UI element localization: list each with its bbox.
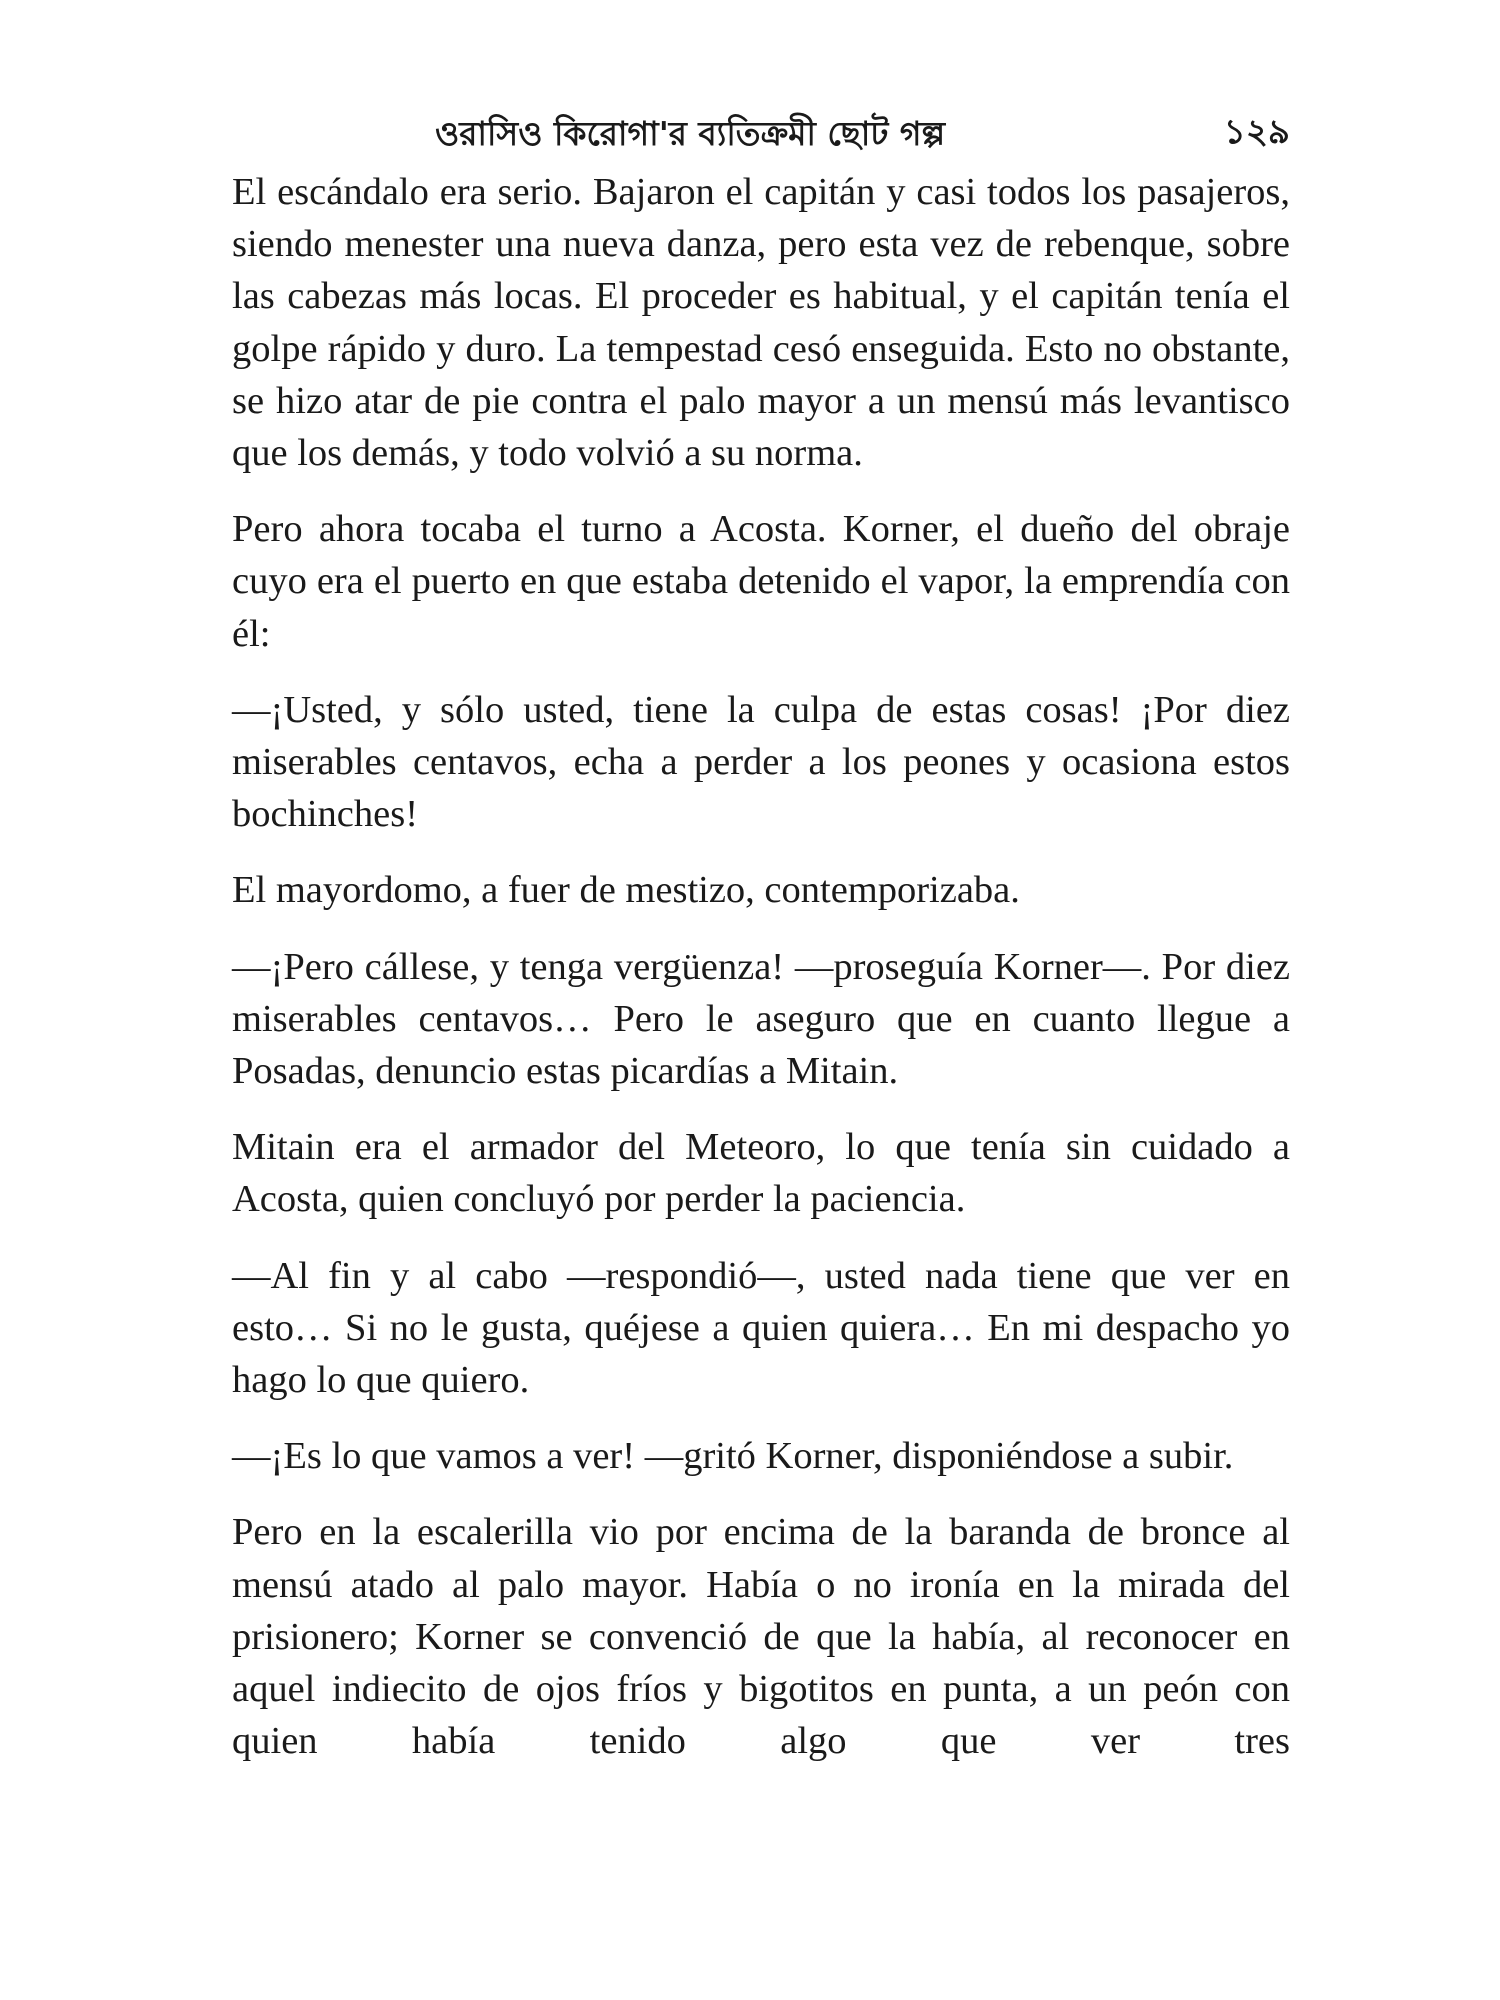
paragraph-3: —¡Usted, y sólo usted, tiene la culpa de estas cosas! ¡Por diez miserables centavos, echa a perder a los peones y ocasiona estos bochinches! (232, 688, 1290, 836)
running-header (230, 100, 1290, 160)
paragraph-7: —Al fin y al cabo —respondió—, usted nada tiene que ver en esto… Si no le gusta, quéjese a quien quiera… En mi despacho yo hago lo que quiero. (232, 1254, 1290, 1402)
page-number: ১২৯ (1223, 112, 1290, 152)
paragraph-5: —¡Pero cállese, y tenga vergüenza! —proseguía Korner—. Por diez miserables centavos… Pero le aseguro que en cuanto llegue a Posadas, denuncio estas picardías a Mitain. (232, 945, 1290, 1093)
paragraph-1: El escándalo era serio. Bajaron el capitán y casi todos los pasajeros, siendo menester una nueva danza, pero esta vez de rebenque, sobre las cabezas más locas. El proceder es habitual, y el capitán tenía el golpe rápido y duro. La tempestad cesó enseguida. Esto no obstante, se hizo atar de pie contra el palo mayor a un mensú más levantisco que los demás, y todo volvió a su norma. (232, 171, 1290, 475)
paragraph-9: Pero en la escalerilla vio por encima de la baranda de bronce al mensú atado al palo mayor. Había o no ironía en la mirada del prisionero; Korner se convenció de que la había, al reconocer en aquel indiecito de ojos fríos y bigotitos en punta, a un peón con quien había tenido algo que ver tres (232, 1511, 1290, 1763)
running-header-title: ওরাসিও কিরোগা'র ব্যতিক্রমী ছোট গল্প (434, 114, 946, 153)
paragraph-8: —¡Es lo que vamos a ver! —gritó Korner, disponiéndose a subir. (232, 1435, 1234, 1478)
paragraph-4: El mayordomo, a fuer de mestizo, contemporizaba. (232, 869, 1020, 912)
body-text (232, 166, 1290, 1791)
paragraph-2: Pero ahora tocaba el turno a Acosta. Korner, el dueño del obraje cuyo era el puerto en que estaba detenido el vapor, la emprendía con él: (232, 508, 1290, 655)
paragraph-6: Mitain era el armador del Meteoro, lo que tenía sin cuidado a Acosta, quien concluyó por perder la paciencia. (232, 1126, 1290, 1221)
